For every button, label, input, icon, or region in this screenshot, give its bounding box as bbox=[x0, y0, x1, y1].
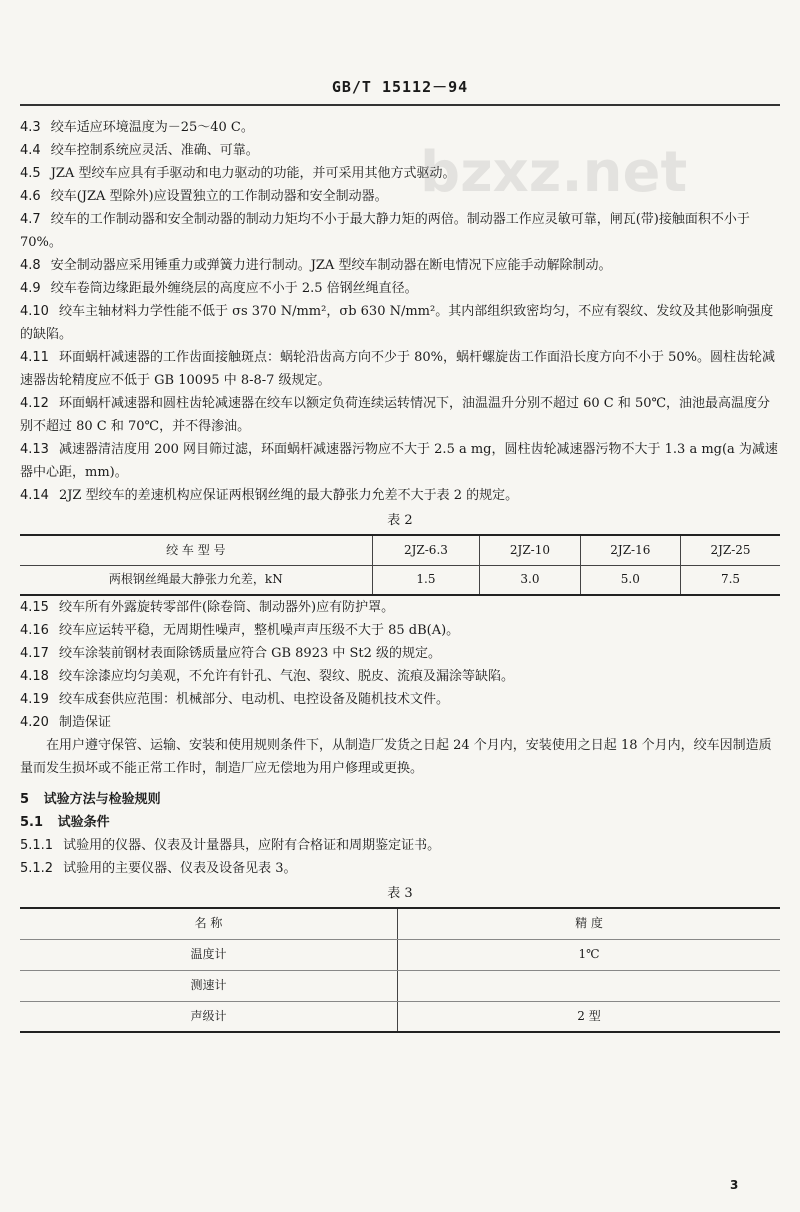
watermark: bzxz.net bbox=[420, 140, 688, 205]
table2-row bbox=[20, 565, 780, 595]
table3-header-row bbox=[20, 908, 780, 939]
table2-cell: 1.5 bbox=[372, 565, 480, 595]
clause bbox=[20, 277, 780, 300]
page-number: 3 bbox=[730, 1178, 739, 1192]
table3 bbox=[20, 907, 780, 1033]
table3-row bbox=[20, 970, 780, 1001]
clause-number: 4.13 bbox=[20, 442, 49, 457]
clause-number: 4.10 bbox=[20, 304, 49, 319]
clause bbox=[20, 139, 780, 162]
clause-text: 绞车主轴材料力学性能不低于 σs 370 N/mm²，σb 630 N/mm²。其内部组织致密均匀，不应有裂纹、发纹及其他影响强度的缺陷。 bbox=[20, 304, 774, 342]
clause-number: 4.9 bbox=[20, 281, 41, 296]
table3-caption: 表 3 bbox=[387, 886, 413, 901]
clause-number: 4.16 bbox=[20, 623, 49, 638]
table2-cell: 5.0 bbox=[580, 565, 680, 595]
table2-header-cell: 2JZ-6.3 bbox=[372, 535, 480, 565]
clause-number: 4.14 bbox=[20, 488, 49, 503]
section-5-1-heading bbox=[20, 811, 780, 834]
clause-text: 绞车涂漆应均匀美观，不允许有针孔、气泡、裂纹、脱皮、流痕及漏涂等缺陷。 bbox=[58, 669, 514, 684]
clause bbox=[20, 619, 780, 642]
clause-text: 绞车卷筒边缘距最外缠绕层的高度应不小于 2.5 倍钢丝绳直径。 bbox=[50, 281, 418, 296]
clause-text: 制造保证 bbox=[58, 715, 111, 730]
clauses-group-b bbox=[20, 596, 780, 734]
clauses-group-a bbox=[20, 116, 780, 507]
clause-number: 4.6 bbox=[20, 189, 41, 204]
clause-text: 2JZ 型绞车的差速机构应保证两根钢丝绳的最大静张力允差不大于表 2 的规定。 bbox=[58, 488, 519, 503]
clause bbox=[20, 254, 780, 277]
clause-text: 减速器清洁度用 200 网目筛过滤，环面蜗杆减速器污物应不大于 2.5 a mg，圆柱齿轮减速器污物不大于 1.3 a mg(a 为减速器中心距，mm)。 bbox=[20, 442, 778, 480]
clause-number: 4.17 bbox=[20, 646, 49, 661]
table3-row bbox=[20, 939, 780, 970]
clause-text: 环面蜗杆减速器的工作齿面接触斑点：蜗轮沿齿高方向不少于 80%，蜗杆螺旋齿工作面沿长度方向不小于 50%。圆柱齿轮减速器齿轮精度应不低于 GB 10095 中 8-8-7 级规定。 bbox=[20, 350, 776, 388]
clause-text: 绞车的工作制动器和安全制动器的制动力矩均不小于最大静力矩的两倍。制动器工作应灵敏可靠，闸瓦(带)接触面积不小于 70%。 bbox=[20, 212, 750, 250]
clause-number: 4.4 bbox=[20, 143, 41, 158]
guarantee-text: 在用户遵守保管、运输、安装和使用规则条件下，从制造厂发货之日起 24 个月内，安装使用之日起 18 个月内，绞车因制造质量而发生损坏或不能正常工作时，制造厂应无偿地为用户修理或更换。 bbox=[20, 738, 772, 776]
clause-text: 绞车控制系统应灵活、准确、可靠。 bbox=[50, 143, 259, 158]
clause-number: 4.12 bbox=[20, 396, 49, 411]
clause-text: 绞车(JZA 型除外)应设置独立的工作制动器和安全制动器。 bbox=[50, 189, 388, 204]
table3-header-cell: 名 称 bbox=[20, 908, 398, 939]
clause bbox=[20, 116, 780, 139]
clause-text: 环面蜗杆减速器和圆柱齿轮减速器在绞车以额定负荷连续运转情况下，油温温升分别不超过 60 C 和 50℃，油池最高温度分别不超过 80 C 和 70℃，并不得渗油。 bbox=[20, 396, 771, 434]
table3-cell: 测速计 bbox=[20, 970, 398, 1001]
section-number: 5 bbox=[20, 792, 30, 807]
clause bbox=[20, 596, 780, 619]
table3-header-cell: 精 度 bbox=[398, 908, 781, 939]
clause-number: 4.20 bbox=[20, 715, 49, 730]
clause-text: 绞车涂装前钢材表面除锈质量应符合 GB 8923 中 St2 级的规定。 bbox=[58, 646, 442, 661]
standard-header: GB/T 15112－94 bbox=[331, 78, 469, 96]
clause bbox=[20, 834, 780, 857]
clause-text: 绞车应运转平稳，无周期性噪声，整机噪声声压级不大于 85 dB(A)。 bbox=[58, 623, 460, 638]
header-rule bbox=[20, 104, 780, 106]
clause-text: 试验用的主要仪器、仪表及设备见表 3。 bbox=[63, 861, 297, 876]
clause-number: 5.1.1 bbox=[20, 838, 54, 853]
clause bbox=[20, 711, 780, 734]
table2-cell: 7.5 bbox=[681, 565, 780, 595]
clause-number: 4.8 bbox=[20, 258, 41, 273]
table3-cell bbox=[398, 970, 781, 1001]
section-number: 5.1 bbox=[20, 815, 44, 830]
clause-number: 4.19 bbox=[20, 692, 49, 707]
table2-cell: 两根钢丝绳最大静张力允差，kN bbox=[108, 572, 283, 587]
table2-header-cell: 2JZ-10 bbox=[480, 535, 580, 565]
document-body bbox=[20, 116, 780, 1033]
clause-number: 4.15 bbox=[20, 600, 49, 615]
clauses-group-c bbox=[20, 834, 780, 880]
clause-number: 4.5 bbox=[20, 166, 41, 181]
clause bbox=[20, 208, 780, 254]
clause bbox=[20, 484, 780, 507]
table2-cell: 3.0 bbox=[480, 565, 580, 595]
clause-text: 试验用的仪器、仪表及计量器具，应附有合格证和周期鉴定证书。 bbox=[63, 838, 441, 853]
clause bbox=[20, 688, 780, 711]
table3-cell: 温度计 bbox=[20, 939, 398, 970]
clause bbox=[20, 392, 780, 438]
table3-cell: 声级计 bbox=[20, 1001, 398, 1032]
clause bbox=[20, 300, 780, 346]
clause bbox=[20, 185, 780, 208]
clause bbox=[20, 642, 780, 665]
clause-number: 4.3 bbox=[20, 120, 41, 135]
clause bbox=[20, 857, 780, 880]
section-title: 试验方法与检验规则 bbox=[43, 792, 161, 807]
table3-cell: 1℃ bbox=[398, 939, 781, 970]
clause bbox=[20, 438, 780, 484]
clause-text: 绞车适应环境温度为－25～40 C。 bbox=[50, 120, 254, 135]
table2-header-cell: 2JZ-25 bbox=[681, 535, 780, 565]
clause-number: 4.18 bbox=[20, 669, 49, 684]
table2-header-cell: 绞 车 型 号 bbox=[20, 535, 372, 565]
table2-caption: 表 2 bbox=[387, 513, 413, 528]
clause-text: 绞车所有外露旋转零部件(除卷筒、制动器外)应有防护罩。 bbox=[58, 600, 395, 615]
table3-cell: 2 型 bbox=[398, 1001, 781, 1032]
clause-number: 5.1.2 bbox=[20, 861, 54, 876]
table2-header-row bbox=[20, 535, 780, 565]
clause-text: JZA 型绞车应具有手驱动和电力驱动的功能，并可采用其他方式驱动。 bbox=[50, 166, 456, 181]
table2-header-cell: 2JZ-16 bbox=[580, 535, 680, 565]
clause-text: 安全制动器应采用锤重力或弹簧力进行制动。JZA 型绞车制动器在断电情况下应能手动解除制动。 bbox=[50, 258, 612, 273]
section-title: 试验条件 bbox=[57, 815, 110, 830]
table3-row bbox=[20, 1001, 780, 1032]
clause-number: 4.7 bbox=[20, 212, 41, 227]
section-5-heading bbox=[20, 788, 780, 811]
clause bbox=[20, 346, 780, 392]
clause-number: 4.11 bbox=[20, 350, 49, 365]
table2 bbox=[20, 534, 780, 596]
clause bbox=[20, 162, 780, 185]
clause bbox=[20, 665, 780, 688]
clause-text: 绞车成套供应范围：机械部分、电动机、电控设备及随机技术文件。 bbox=[58, 692, 449, 707]
